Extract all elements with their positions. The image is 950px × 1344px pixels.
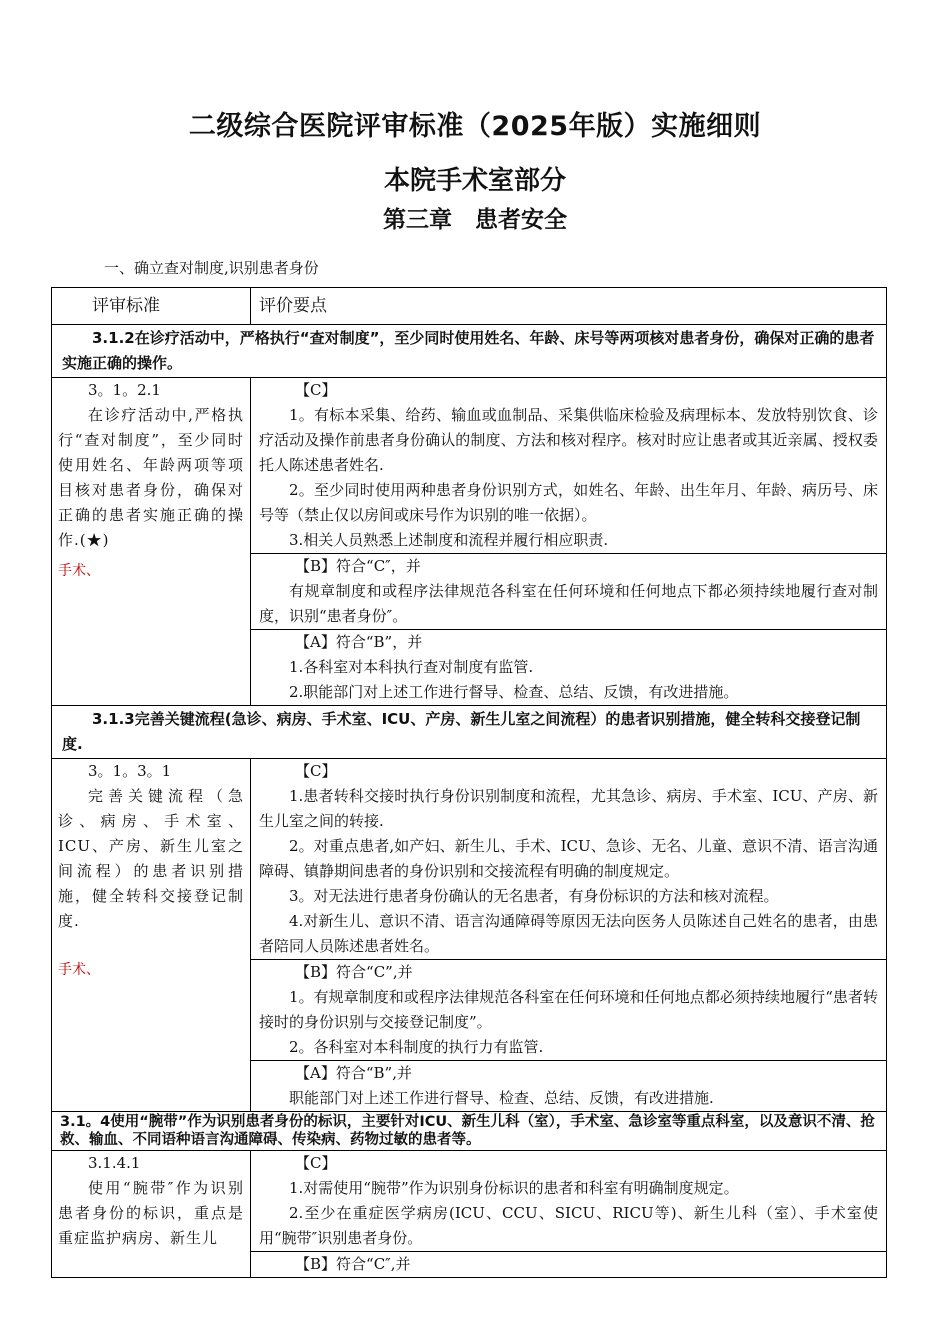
grade-item: 有规章制度和或程序法律规范各科室在任何环境和任何地点下都必须持续地履行查对制度，识别“患者身份″。 bbox=[259, 582, 878, 625]
grade-item: 2.至少在重症医学病房(ICU、CCU、SICU、RICU等)、新生儿科（室）、手术室使用“腕带″识别患者身份。 bbox=[259, 1204, 878, 1247]
grade-row bbox=[52, 1151, 887, 1252]
grade-item: 2。至少同时使用两种患者身份识别方式，如姓名、年龄、出生年月、年龄、病历号、床号等（禁止仅以房间或床号作为识别的唯一依据）。 bbox=[259, 481, 878, 524]
standard-title-row bbox=[52, 325, 887, 378]
standard-code: 3。1。2.1 bbox=[88, 381, 161, 399]
standard-cell bbox=[52, 378, 251, 706]
grade-label: 【A】符合“B”,并 bbox=[295, 1064, 412, 1082]
grade-item: 职能部门对上述工作进行督导、检查、总结、反馈，有改进措施. bbox=[289, 1089, 714, 1107]
standard-cell bbox=[52, 759, 251, 1112]
standard-title: 3.1.3完善关键流程(急诊、病房、手术室、ICU、产房、新生儿室之间流程）的患者识别措施，健全转科交接登记制度. bbox=[52, 706, 887, 759]
grade-item: 1。有规章制度和或程序法律规范各科室在任何环境和任何地点都必须持续地履行“患者转接时的身份识别与交接登记制度”。 bbox=[259, 988, 878, 1031]
standard-title: 3.1.2在诊疗活动中，严格执行“查对制度”，至少同时使用姓名、年龄、床号等两项核对患者身份，确保对正确的患者实施正确的操作。 bbox=[52, 325, 887, 378]
grade-row bbox=[52, 378, 887, 554]
grade-item: 3。对无法进行患者身份确认的无名患者，有身份标识的方法和核对流程。 bbox=[289, 887, 779, 905]
grade-label: 【B】符合“C”,并 bbox=[295, 963, 413, 981]
grade-b-cell bbox=[251, 960, 887, 1061]
grade-item: 2。对重点患者,如产妇、新生儿、手术、ICU、急诊、无名、儿童、意识不清、语言沟通障碍、镇静期间患者的身份识别和交接流程有明确的制度规定。 bbox=[259, 837, 878, 880]
grade-label: 【C】 bbox=[295, 1154, 337, 1172]
grade-b-cell bbox=[251, 554, 887, 630]
standard-title-row bbox=[52, 1112, 887, 1151]
header-standard: 评审标准 bbox=[52, 288, 251, 325]
department-tag: 手术、 bbox=[58, 563, 100, 579]
grade-c-cell bbox=[251, 1151, 887, 1252]
grade-label: 【A】符合“B”，并 bbox=[295, 633, 423, 651]
standard-text: 在诊疗活动中,严格执行“查对制度”，至少同时使用姓名、年龄两项等项目核对患者身份，确保对正确的患者实施正确的操作.(★) bbox=[58, 406, 244, 549]
section-heading: 一、确立查对制度,识别患者身份 bbox=[104, 259, 319, 277]
document-subtitle: 本院手术室部分 bbox=[383, 166, 566, 196]
standard-code: 3。1。3。1 bbox=[88, 762, 172, 780]
grade-c-cell bbox=[251, 759, 887, 960]
grade-label: 【B】符合“C″，并 bbox=[295, 557, 421, 575]
standard-cell bbox=[52, 1151, 251, 1278]
grade-item: 1。有标本采集、给药、输血或血制品、采集供临床检验及病理标本、发放特别饮食、诊疗活动及操作前患者身份确认的制度、方法和核对程序。核对时应让患者或其近亲属、授权委托人陈述患者姓名. bbox=[259, 406, 878, 474]
grade-label: 【C】 bbox=[295, 381, 337, 399]
standard-title: 3.1。4使用“腕带”作为识别患者身份的标识，主要针对ICU、新生儿科（室），手术室、急诊室等重点科室，以及意识不清、抢救、输血、不同语种语言沟通障碍、传染病、药物过敏的患者等。 bbox=[52, 1112, 887, 1151]
standard-text: 使用“腕带″作为识别患者身份的标识，重点是重症监护病房、新生儿 bbox=[58, 1179, 244, 1247]
header-evaluation: 评价要点 bbox=[251, 288, 887, 325]
grade-item: 2。各科室对本科制度的执行力有监管. bbox=[289, 1038, 544, 1056]
standards-table bbox=[51, 287, 887, 1278]
grade-a-cell bbox=[251, 630, 887, 706]
chapter-title: 第三章 患者安全 bbox=[383, 207, 567, 233]
grade-item: 1.患者转科交接时执行身份识别制度和流程，尤其急诊、病房、手术室、ICU、产房、新生儿室之间的转接. bbox=[259, 787, 878, 830]
grade-row bbox=[52, 759, 887, 960]
standard-text: 完善关键流程（急诊、病房、手术室、ICU、产房、新生儿室之间流程）的患者识别措施，健全转科交接登记制度. bbox=[58, 787, 244, 930]
grade-label: 【B】符合“C″,并 bbox=[295, 1255, 411, 1273]
grade-item: 4.对新生儿、意识不清、语言沟通障碍等原因无法向医务人员陈述自己姓名的患者，由患者陪同人员陈述患者姓名。 bbox=[259, 912, 878, 955]
department-tag: 手术、 bbox=[58, 962, 100, 978]
grade-c-cell bbox=[251, 378, 887, 554]
grade-item: 2.职能部门对上述工作进行督导、检查、总结、反馈，有改进措施。 bbox=[289, 683, 739, 701]
grade-item: 1.各科室对本科执行查对制度有监管. bbox=[289, 658, 534, 676]
grade-b-cell bbox=[251, 1252, 887, 1278]
standard-title-row bbox=[52, 706, 887, 759]
grade-item: 3.相关人员熟悉上述制度和流程并履行相应职责. bbox=[289, 531, 609, 549]
grade-label: 【C】 bbox=[295, 762, 337, 780]
standard-code: 3.1.4.1 bbox=[88, 1154, 141, 1172]
grade-a-cell bbox=[251, 1061, 887, 1112]
document-title: 二级综合医院评审标准（2025年版）实施细则 bbox=[188, 111, 762, 142]
grade-item: 1.对需使用“腕带”作为识别身份标识的患者和科室有明确制度规定。 bbox=[289, 1179, 739, 1197]
table-header-row bbox=[52, 288, 887, 325]
